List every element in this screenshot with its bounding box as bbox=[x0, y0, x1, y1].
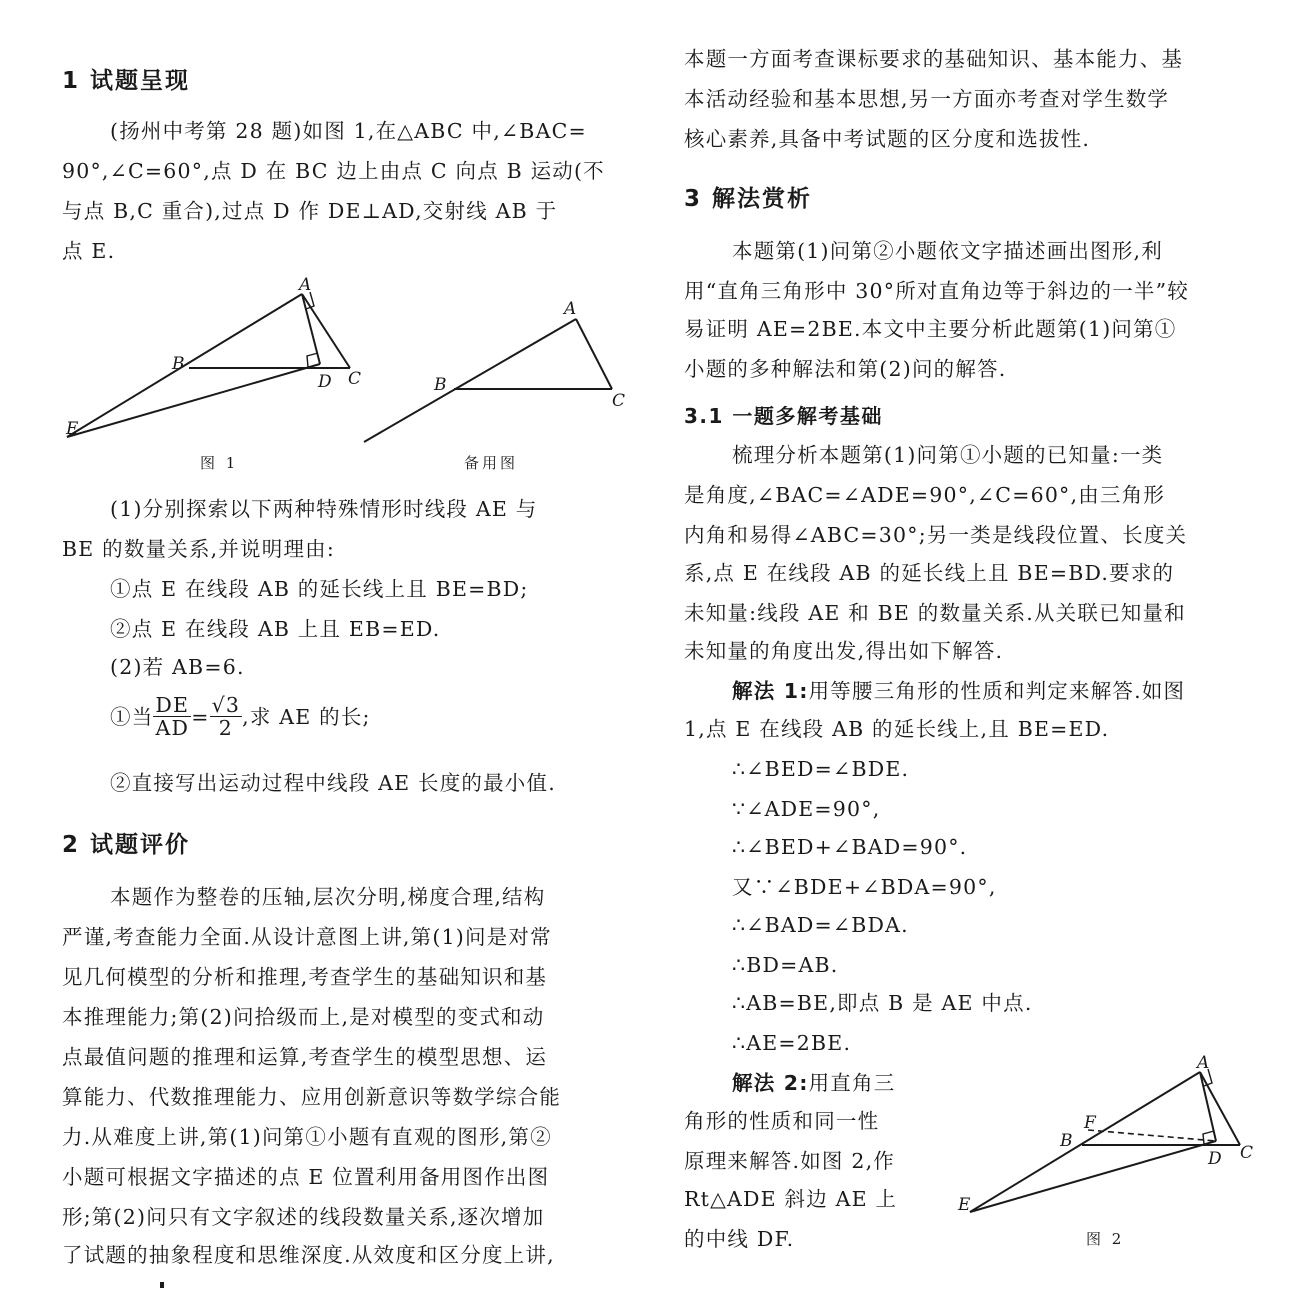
eval-line-3: 见几何模型的分析和推理,考查学生的基础知识和基 bbox=[62, 965, 548, 989]
solution-2-line-1 bbox=[732, 1070, 895, 1096]
page-mark bbox=[160, 1282, 164, 1288]
para3-line-2: 用“直角三角形中 30°所对直角边等于斜边的一半”较 bbox=[684, 279, 1190, 303]
ray-ab bbox=[364, 319, 576, 442]
para31-line-3: 内角和易得∠ABC=30°;另一类是线段位置、长度关 bbox=[684, 523, 1188, 547]
solution-2-line-2: 角形的性质和同一性 bbox=[684, 1109, 880, 1133]
segment-ac bbox=[576, 319, 612, 389]
eval-line-8: 小题可根据文字描述的点 E 位置利用备用图作出图 bbox=[62, 1165, 550, 1189]
para31-line-4: 系,点 E 在线段 AB 的延长线上且 BE=BD.要求的 bbox=[684, 561, 1175, 585]
problem-line-4: 点 E. bbox=[62, 239, 116, 263]
solution-2-line-5: 的中线 DF. bbox=[684, 1227, 795, 1251]
segment-ac bbox=[302, 294, 350, 368]
q1-case-1: ①点 E 在线段 AB 的延长线上且 BE=BD; bbox=[110, 577, 529, 601]
solution-1-line-2: 1,点 E 在线段 AB 的延长线上,且 BE=ED. bbox=[684, 717, 1110, 741]
para31-line-1: 梳理分析本题第(1)问第①小题的已知量:一类 bbox=[732, 443, 1164, 467]
para3-line-4: 小题的多种解法和第(2)问的解答. bbox=[684, 357, 1007, 381]
label-c: C bbox=[1240, 1143, 1254, 1163]
label-b: B bbox=[434, 375, 447, 395]
figure-2-caption: 图 2 bbox=[1086, 1230, 1125, 1248]
figure-2 bbox=[954, 1050, 1254, 1220]
problem-line-3: 与点 B,C 重合),过点 D 作 DE⊥AD,交射线 AB 于 bbox=[62, 199, 558, 223]
label-d: D bbox=[1208, 1149, 1222, 1169]
sol1-step-8: ∴AE=2BE. bbox=[732, 1031, 852, 1055]
solution-2-text: 用直角三 bbox=[808, 1071, 896, 1095]
label-d: D bbox=[318, 372, 332, 392]
para31-line-6: 未知量的角度出发,得出如下解答. bbox=[684, 639, 1004, 663]
para3-line-1: 本题第(1)问第②小题依文字描述画出图形,利 bbox=[732, 239, 1163, 263]
intro-line-1: 本题一方面考查课标要求的基础知识、基本能力、基 bbox=[684, 47, 1184, 71]
fraction-denominator: AD bbox=[155, 716, 190, 740]
sol1-step-1: ∴∠BED=∠BDE. bbox=[732, 757, 910, 781]
median-df bbox=[1088, 1130, 1216, 1141]
sol1-step-4: 又∵∠BDE+∠BDA=90°, bbox=[732, 875, 997, 899]
solution-1-line-1 bbox=[732, 678, 1185, 704]
eval-line-10: 了试题的抽象程度和思维深度.从效度和区分度上讲, bbox=[62, 1243, 555, 1267]
label-c: C bbox=[348, 369, 362, 389]
figure-spare bbox=[362, 300, 632, 450]
subsection-3-1-title: 3.1 一题多解考基础 bbox=[684, 404, 883, 428]
fraction-sqrt3-2 bbox=[210, 694, 243, 739]
segment-ac bbox=[1200, 1072, 1240, 1145]
label-e: E bbox=[66, 419, 79, 439]
sol1-step-2: ∵∠ADE=90°, bbox=[732, 797, 881, 821]
eval-line-2: 严谨,考查能力全面.从设计意图上讲,第(1)问是对常 bbox=[62, 925, 552, 949]
label-f: F bbox=[1084, 1113, 1096, 1133]
intro-line-3: 核心素养,具备中考试题的区分度和选拔性. bbox=[684, 127, 1091, 151]
q1-case-2: ②点 E 在线段 AB 上且 EB=ED. bbox=[110, 617, 441, 641]
figure-spare-caption: 备用图 bbox=[464, 454, 519, 472]
solution-2-line-4: Rt△ADE 斜边 AE 上 bbox=[684, 1187, 898, 1211]
label-a: A bbox=[564, 299, 577, 319]
problem-line-2: 90°,∠C=60°,点 D 在 BC 边上由点 C 向点 B 运动(不 bbox=[62, 159, 605, 183]
fraction-numerator: DE bbox=[155, 693, 190, 717]
sol1-step-3: ∴∠BED+∠BAD=90°. bbox=[732, 835, 968, 859]
eval-line-4: 本推理能力;第(2)问拾级而上,是对模型的变式和动 bbox=[62, 1005, 545, 1029]
q1-line-2: BE 的数量关系,并说明理由: bbox=[62, 537, 335, 561]
eval-line-9: 形;第(2)问只有文字叙述的线段数量关系,逐次增加 bbox=[62, 1205, 545, 1229]
para3-line-3: 易证明 AE=2BE.本文中主要分析此题第(1)问第① bbox=[684, 317, 1177, 341]
label-c: C bbox=[612, 391, 626, 411]
figure-1-caption: 图 1 bbox=[200, 454, 239, 472]
solution-2-label: 解法 2: bbox=[732, 1071, 809, 1095]
eval-line-5: 点最值问题的推理和运算,考查学生的模型思想、运 bbox=[62, 1045, 548, 1069]
label-b: B bbox=[172, 354, 185, 374]
q1-line-1: (1)分别探索以下两种特殊情形时线段 AE 与 bbox=[110, 497, 538, 521]
equals-sign: = bbox=[191, 705, 210, 729]
segment-ea bbox=[970, 1072, 1200, 1212]
label-e: E bbox=[958, 1195, 971, 1215]
eval-line-6: 算能力、代数推理能力、应用创新意识等数学综合能 bbox=[62, 1085, 562, 1109]
section-1-title: 1 试题呈现 bbox=[62, 68, 191, 94]
sol1-step-6: ∴BD=AB. bbox=[732, 953, 839, 977]
sol1-step-7: ∴AB=BE,即点 B 是 AE 中点. bbox=[732, 991, 1033, 1015]
q2-case-1-prefix: ①当 bbox=[110, 705, 154, 729]
para31-line-5: 未知量:线段 AE 和 BE 的数量关系.从关联已知量和 bbox=[684, 601, 1186, 625]
label-a: A bbox=[299, 275, 312, 295]
sol1-step-5: ∴∠BAD=∠BDA. bbox=[732, 913, 909, 937]
segment-ed bbox=[67, 364, 320, 437]
segment-ed bbox=[970, 1141, 1216, 1212]
q2-line: (2)若 AB=6. bbox=[110, 655, 245, 679]
section-2-title: 2 试题评价 bbox=[62, 832, 191, 858]
segment-ea bbox=[67, 294, 302, 437]
intro-line-2: 本活动经验和基本思想,另一方面亦考查对学生数学 bbox=[684, 87, 1170, 111]
label-b: B bbox=[1060, 1131, 1073, 1151]
q2-case-1-suffix: ,求 AE 的长; bbox=[242, 705, 371, 729]
para31-line-2: 是角度,∠BAC=∠ADE=90°,∠C=60°,由三角形 bbox=[684, 483, 1166, 507]
solution-2-line-3: 原理来解答.如图 2,作 bbox=[684, 1149, 895, 1173]
problem-line-1: (扬州中考第 28 题)如图 1,在△ABC 中,∠BAC= bbox=[110, 119, 587, 143]
fraction-denominator: 2 bbox=[218, 716, 233, 740]
eval-line-7: 力.从难度上讲,第(1)问第①小题有直观的图形,第② bbox=[62, 1125, 552, 1149]
q2-case-2: ②直接写出运动过程中线段 AE 长度的最小值. bbox=[110, 771, 556, 795]
fraction-de-ad bbox=[153, 694, 191, 739]
solution-1-text: 用等腰三角形的性质和判定来解答.如图 bbox=[808, 679, 1186, 703]
q2-case-1 bbox=[110, 693, 371, 741]
section-3-title: 3 解法赏析 bbox=[684, 186, 813, 212]
label-a: A bbox=[1197, 1053, 1210, 1073]
fraction-numerator: √3 bbox=[211, 693, 241, 717]
solution-1-label: 解法 1: bbox=[732, 679, 809, 703]
eval-line-1: 本题作为整卷的压轴,层次分明,梯度合理,结构 bbox=[110, 885, 546, 909]
figure-1 bbox=[62, 272, 362, 442]
